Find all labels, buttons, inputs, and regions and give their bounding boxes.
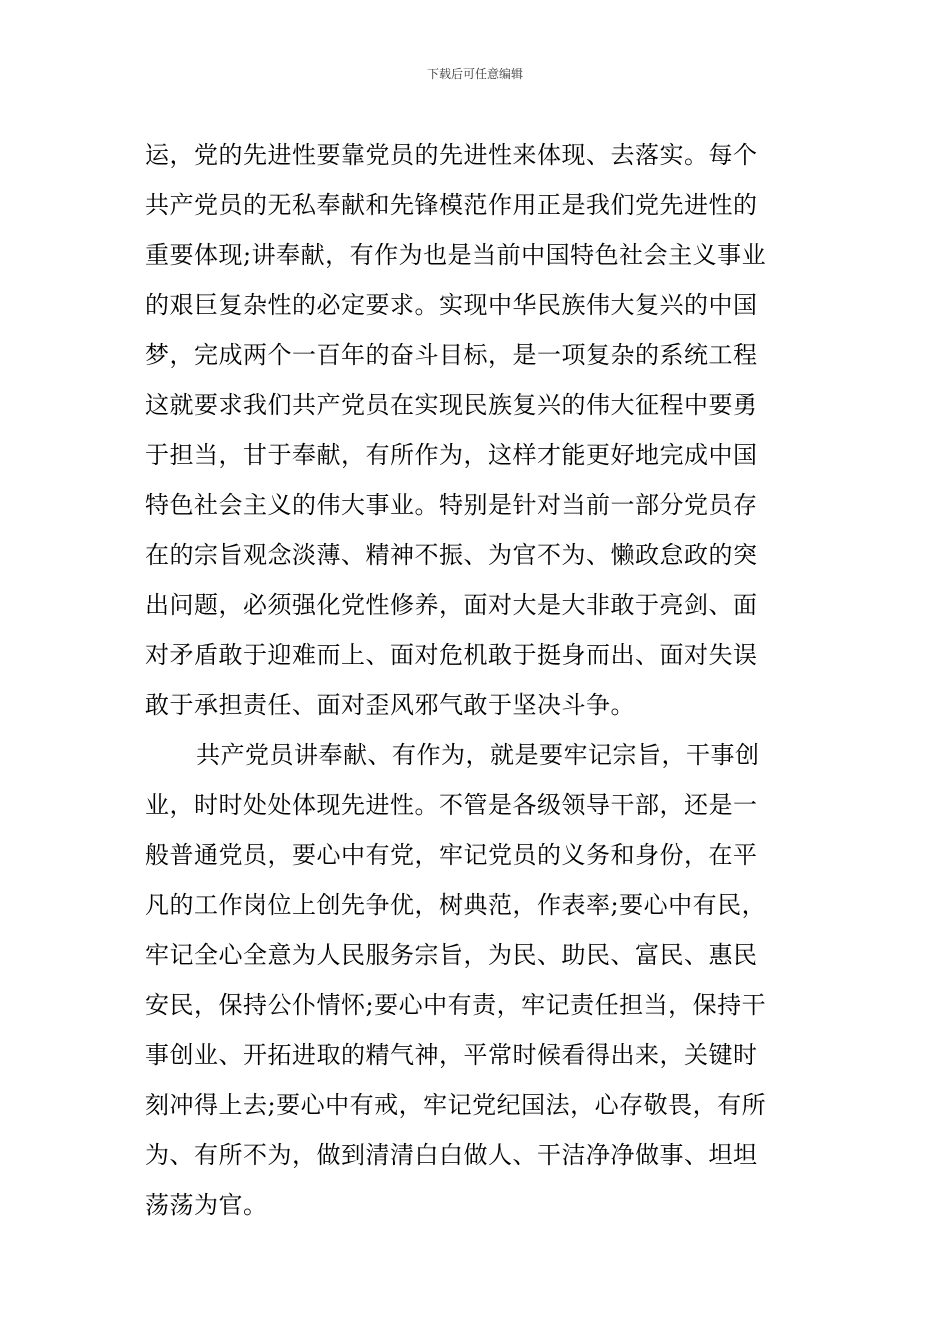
paragraph-1 (145, 130, 807, 730)
text-line: 在的宗旨观念淡薄、精神不振、为官不为、懒政怠政的突 (145, 541, 758, 569)
text-line: 安民，保持公仆情怀;要心中有责，牢记责任担当，保持干 (145, 991, 767, 1019)
text-line: 事创业、开拓进取的精气神，平常时候看得出来，关键时 (145, 1041, 758, 1069)
text-line: 业，时时处处体现先进性。不管是各级领导干部，还是一 (145, 791, 758, 819)
header-note: 下载后可任意编辑 (426, 67, 523, 81)
text-line: 梦，完成两个一百年的奋斗目标，是一项复杂的系统工程 (145, 341, 758, 369)
text-line: 这就要求我们共产党员在实现民族复兴的伟大征程中要勇 (145, 391, 758, 419)
text-line: 于担当，甘于奉献，有所作为，这样才能更好地完成中国 (145, 441, 758, 469)
text-line: 牢记全心全意为人民服务宗旨，为民、助民、富民、惠民 (145, 941, 758, 969)
text-line: 刻冲得上去;要心中有戒，牢记党纪国法，心存敬畏，有所 (145, 1091, 767, 1119)
text-line: 出问题，必须强化党性修养，面对大是大非敢于亮剑、面 (145, 591, 758, 619)
text-line: 般普通党员，要心中有党，牢记党员的义务和身份，在平 (145, 841, 758, 869)
body-text (145, 130, 807, 1230)
text-line: 共产党员的无私奉献和先锋模范作用正是我们党先进性的 (145, 191, 758, 219)
text-line: 为、有所不为，做到清清白白做人、干洁净净做事、坦坦 (145, 1141, 758, 1169)
text-line: 敢于承担责任、面对歪风邪气敢于坚决斗争。 (145, 691, 635, 719)
text-line: 共产党员讲奉献、有作为，就是要牢记宗旨，干事创 (196, 741, 760, 769)
text-line: 的艰巨复杂性的必定要求。实现中华民族伟大复兴的中国 (145, 291, 758, 319)
paragraph-2 (145, 730, 807, 1230)
text-line: 荡荡为官。 (145, 1191, 268, 1219)
text-line: 重要体现;讲奉献，有作为也是当前中国特色社会主义事业 (145, 241, 767, 269)
text-line: 运，党的先进性要靠党员的先进性来体现、去落实。每个 (145, 141, 758, 169)
text-line: 特色社会主义的伟大事业。特别是针对当前一部分党员存 (145, 491, 758, 519)
text-line: 对矛盾敢于迎难而上、面对危机敢于挺身而出、面对失误 (145, 641, 758, 669)
text-line: 凡的工作岗位上创先争优，树典范，作表率;要心中有民， (145, 891, 767, 919)
